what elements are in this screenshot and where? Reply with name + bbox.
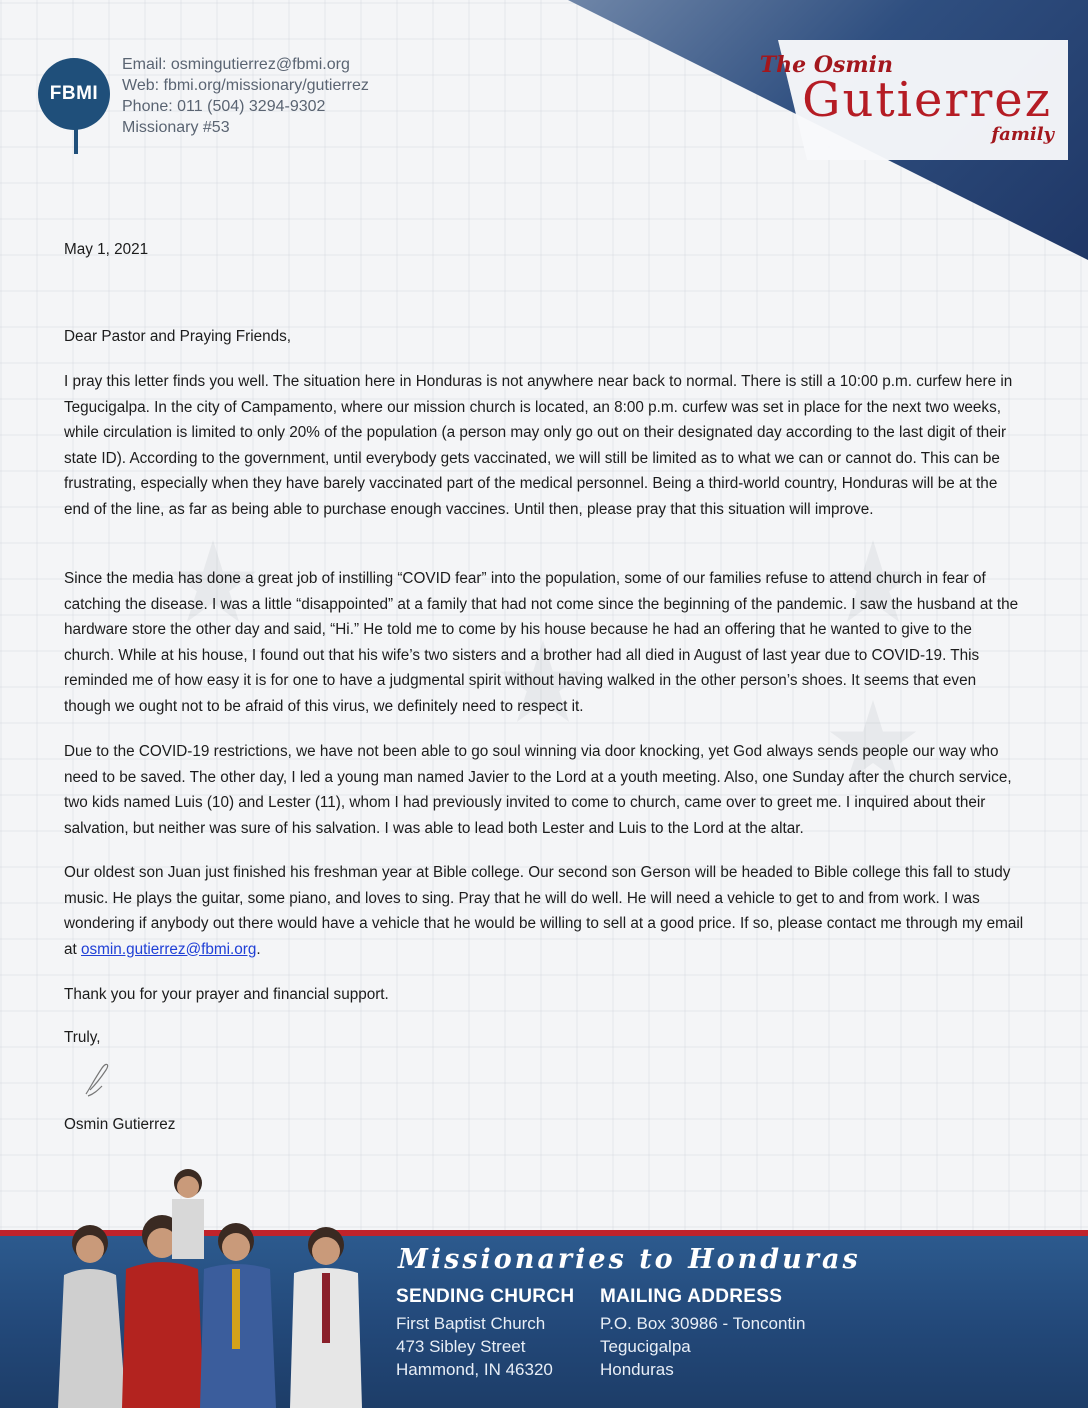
fbmi-logo-tail: [74, 122, 78, 154]
sending-church-line: Hammond, IN 46320: [396, 1360, 553, 1379]
signature-name: Osmin Gutierrez: [64, 1116, 176, 1133]
contact-email[interactable]: Email: osmingutierrez@fbmi.org: [122, 56, 350, 73]
contact-phone: Phone: 011 (504) 3294-9302: [122, 98, 326, 115]
paragraph-4-text: Our oldest son Juan just finished his freshman year at Bible college. Our second son Gerson will be headed to Bible college this fall to study music. He plays the guitar, some piano, and loves to sing. Pray that he will do well. He will need a vehicle to get to and from work. I was wondering if anybody out there would have a vehicle that he would be willing to sell at a good price. If so, please contact me through my email at: [64, 864, 1024, 958]
letter-paragraph-4: [64, 860, 1024, 962]
paragraph-4-end: .: [256, 940, 261, 958]
letter-closing: Truly,: [64, 1029, 101, 1046]
mailing-address-block: [600, 1286, 805, 1381]
brand-family: family: [991, 124, 1054, 145]
fbmi-logo: FBMI: [38, 58, 110, 130]
mailing-address-line: P.O. Box 30986 - Toncontin: [600, 1314, 806, 1333]
family-photo-icon: [40, 1165, 380, 1408]
email-link[interactable]: osmin.gutierrez@fbmi.org: [81, 940, 257, 958]
letter-salutation: Dear Pastor and Praying Friends,: [64, 328, 292, 345]
letter-paragraph-1: I pray this letter finds you well. The situation here in Honduras is not anywhere near back to normal. There is still a 10:00 p.m. curfew here in Tegucigalpa. In the city of Campamento, where our mission church is located, an 8:00 p.m. curfew was set in place for the next two weeks, while circulation is limited to only 20% of the population (a person may only go out on their designated day according to the last digit of their state ID). According to the government, until everybody gets vaccinated, we will still be limited as to what we can or cannot do. This can be frustrating, especially when they have barely vaccinated part of the medical personnel. Being a third-world country, Honduras will be at the end of the line, as far as being able to purchase enough vaccines. Until then, please pray that this situation will improve.: [64, 373, 1013, 518]
brand-gutierrez: Gutierrez: [802, 72, 1052, 128]
mailing-address-line: Honduras: [600, 1360, 674, 1379]
sending-church-block: [396, 1286, 574, 1381]
sending-church-line: 473 Sibley Street: [396, 1337, 526, 1356]
letter-paragraph-2: Since the media has done a great job of instilling “COVID fear” into the population, some of our families refuse to attend church in fear of catching the disease. I was a little “disappointed” at a family that had not come since the beginning of the pandemic. I saw the husband at the hardware store the other day and said, “Hi.” He told me to come by his house because he had an offering that he wanted to give to the church. While at his house, I found out that his wife’s two sisters and a brother had all died in August of last year due to COVID-19. This reminded me of how easy it is for one to have a judgmental spirit without having walked in the other person’s shoes. It seems that even though we ought not to be afraid of this virus, we definitely need to respect it.: [64, 570, 1019, 715]
contact-web[interactable]: Web: fbmi.org/missionary/gutierrez: [122, 77, 369, 94]
letter-thanks: Thank you for your prayer and financial support.: [64, 986, 389, 1003]
footer-title: Missionaries to Honduras: [398, 1244, 861, 1275]
contact-block: [122, 54, 369, 138]
letter-date: May 1, 2021: [64, 241, 149, 258]
letter-paragraph-3: Due to the COVID-19 restrictions, we have not been able to go soul winning via door knocking, yet God always sends people our way who need to be saved. The other day, I led a young man named Javier to the Lord at a youth meeting. Also, one Sunday after the church service, two kids named Luis (10) and Lester (11), whom I had previously invited to come to church, came over to greet me. I inquired about their salvation, but neither was sure of his salvation. I was able to lead both Lester and Luis to the Lord at the altar.: [64, 743, 1012, 837]
brand-the-osmin: The Osmin: [759, 52, 893, 78]
sending-church-line: First Baptist Church: [396, 1314, 546, 1333]
mailing-address-line: Tegucigalpa: [600, 1337, 691, 1356]
sending-church-heading: SENDING CHURCH: [396, 1286, 575, 1307]
contact-missionary-number: Missionary #53: [122, 119, 230, 136]
mailing-address-heading: MAILING ADDRESS: [600, 1286, 783, 1307]
signature-icon: [80, 1060, 114, 1100]
